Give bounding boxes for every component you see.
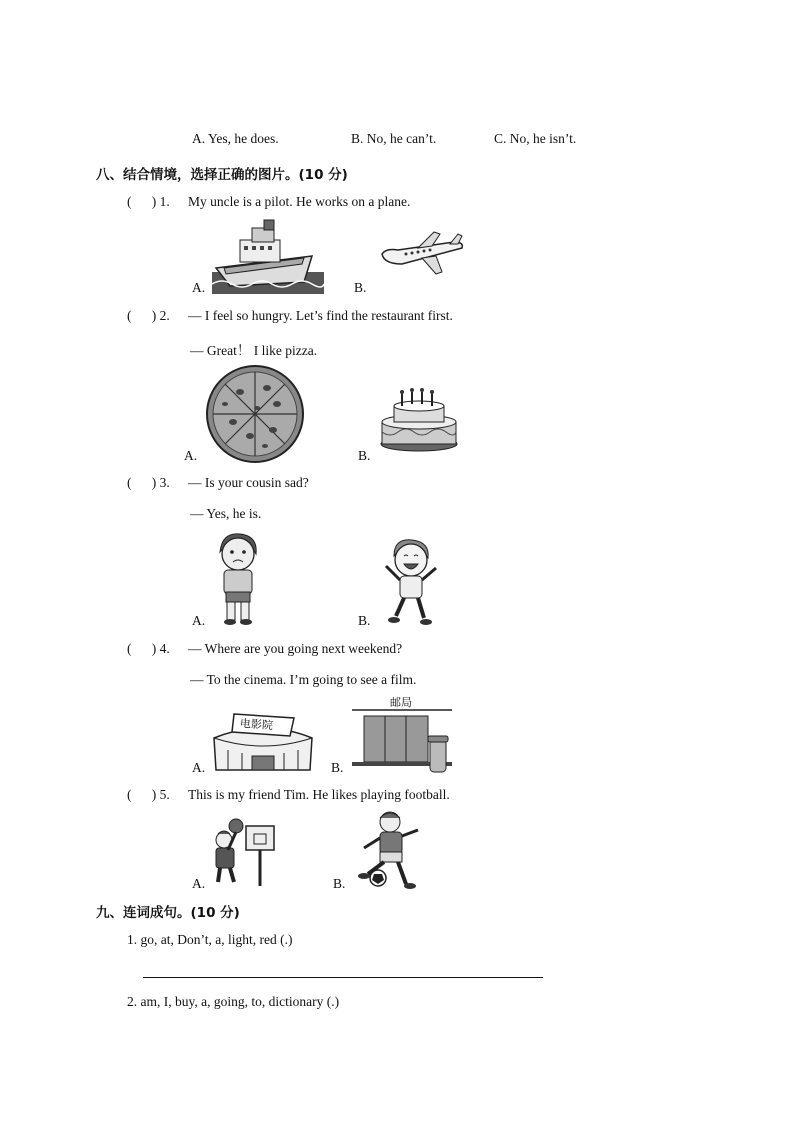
football-player-icon	[354, 808, 426, 892]
question-1-text: My uncle is a pilot. He works on a plane.	[188, 194, 411, 209]
q4-option-b-label: B.	[331, 760, 344, 775]
cinema-sign: 电影院	[239, 716, 274, 733]
answer-bracket-3[interactable]: ( ) 3.	[127, 475, 170, 490]
section-9-title: 九、连词成句。(10 分)	[96, 905, 240, 921]
answer-line-1[interactable]	[143, 977, 543, 978]
sentence-2-words: 2. am, I, buy, a, going, to, dictionary (.)	[127, 994, 340, 1009]
question-4-line-1: — Where are you going next weekend?	[188, 641, 403, 656]
sad-boy-icon	[212, 530, 262, 626]
ship-icon	[212, 218, 324, 294]
q5-option-a-label: A.	[192, 876, 206, 891]
q1-option-a-label: A.	[192, 280, 206, 295]
q2-option-b-label: B.	[358, 448, 371, 463]
pizza-icon	[205, 364, 305, 464]
cinema-icon	[210, 710, 316, 776]
answer-bracket-4[interactable]: ( ) 4.	[127, 641, 170, 656]
basketball-player-icon	[210, 818, 280, 888]
option-c: C. No, he isn’t.	[494, 131, 577, 146]
q3-option-a-label: A.	[192, 613, 206, 628]
option-b: B. No, he can’t.	[351, 131, 437, 146]
answer-bracket-2[interactable]: ( ) 2.	[127, 308, 170, 323]
q4-option-a-label: A.	[192, 760, 206, 775]
post-office-icon	[352, 694, 452, 774]
q5-option-b-label: B.	[333, 876, 346, 891]
question-2-line-1: — I feel so hungry. Let’s find the restaurant first.	[188, 308, 453, 323]
q3-option-b-label: B.	[358, 613, 371, 628]
happy-boy-icon	[380, 536, 442, 628]
question-4-line-2: — To the cinema. I’m going to see a film.	[190, 672, 417, 687]
sentence-1-words: 1. go, at, Don’t, a, light, red (.)	[127, 932, 293, 947]
question-3-line-2: — Yes, he is.	[190, 506, 262, 521]
answer-bracket-1[interactable]: ( ) 1.	[127, 194, 170, 209]
option-a: A. Yes, he does.	[192, 131, 279, 146]
question-5-text: This is my friend Tim. He likes playing football.	[188, 787, 450, 802]
question-2-line-2: — Great！ I like pizza.	[190, 343, 318, 358]
q2-option-a-label: A.	[184, 448, 198, 463]
section-8-title: 八、结合情境，选择正确的图片。(10 分)	[96, 167, 348, 183]
q1-option-b-label: B.	[354, 280, 367, 295]
birthday-cake-icon	[378, 388, 460, 452]
answer-bracket-5[interactable]: ( ) 5.	[127, 787, 170, 802]
airplane-icon	[378, 230, 466, 276]
question-3-line-1: — Is your cousin sad?	[188, 475, 309, 490]
post-office-sign: 邮局	[390, 696, 412, 709]
